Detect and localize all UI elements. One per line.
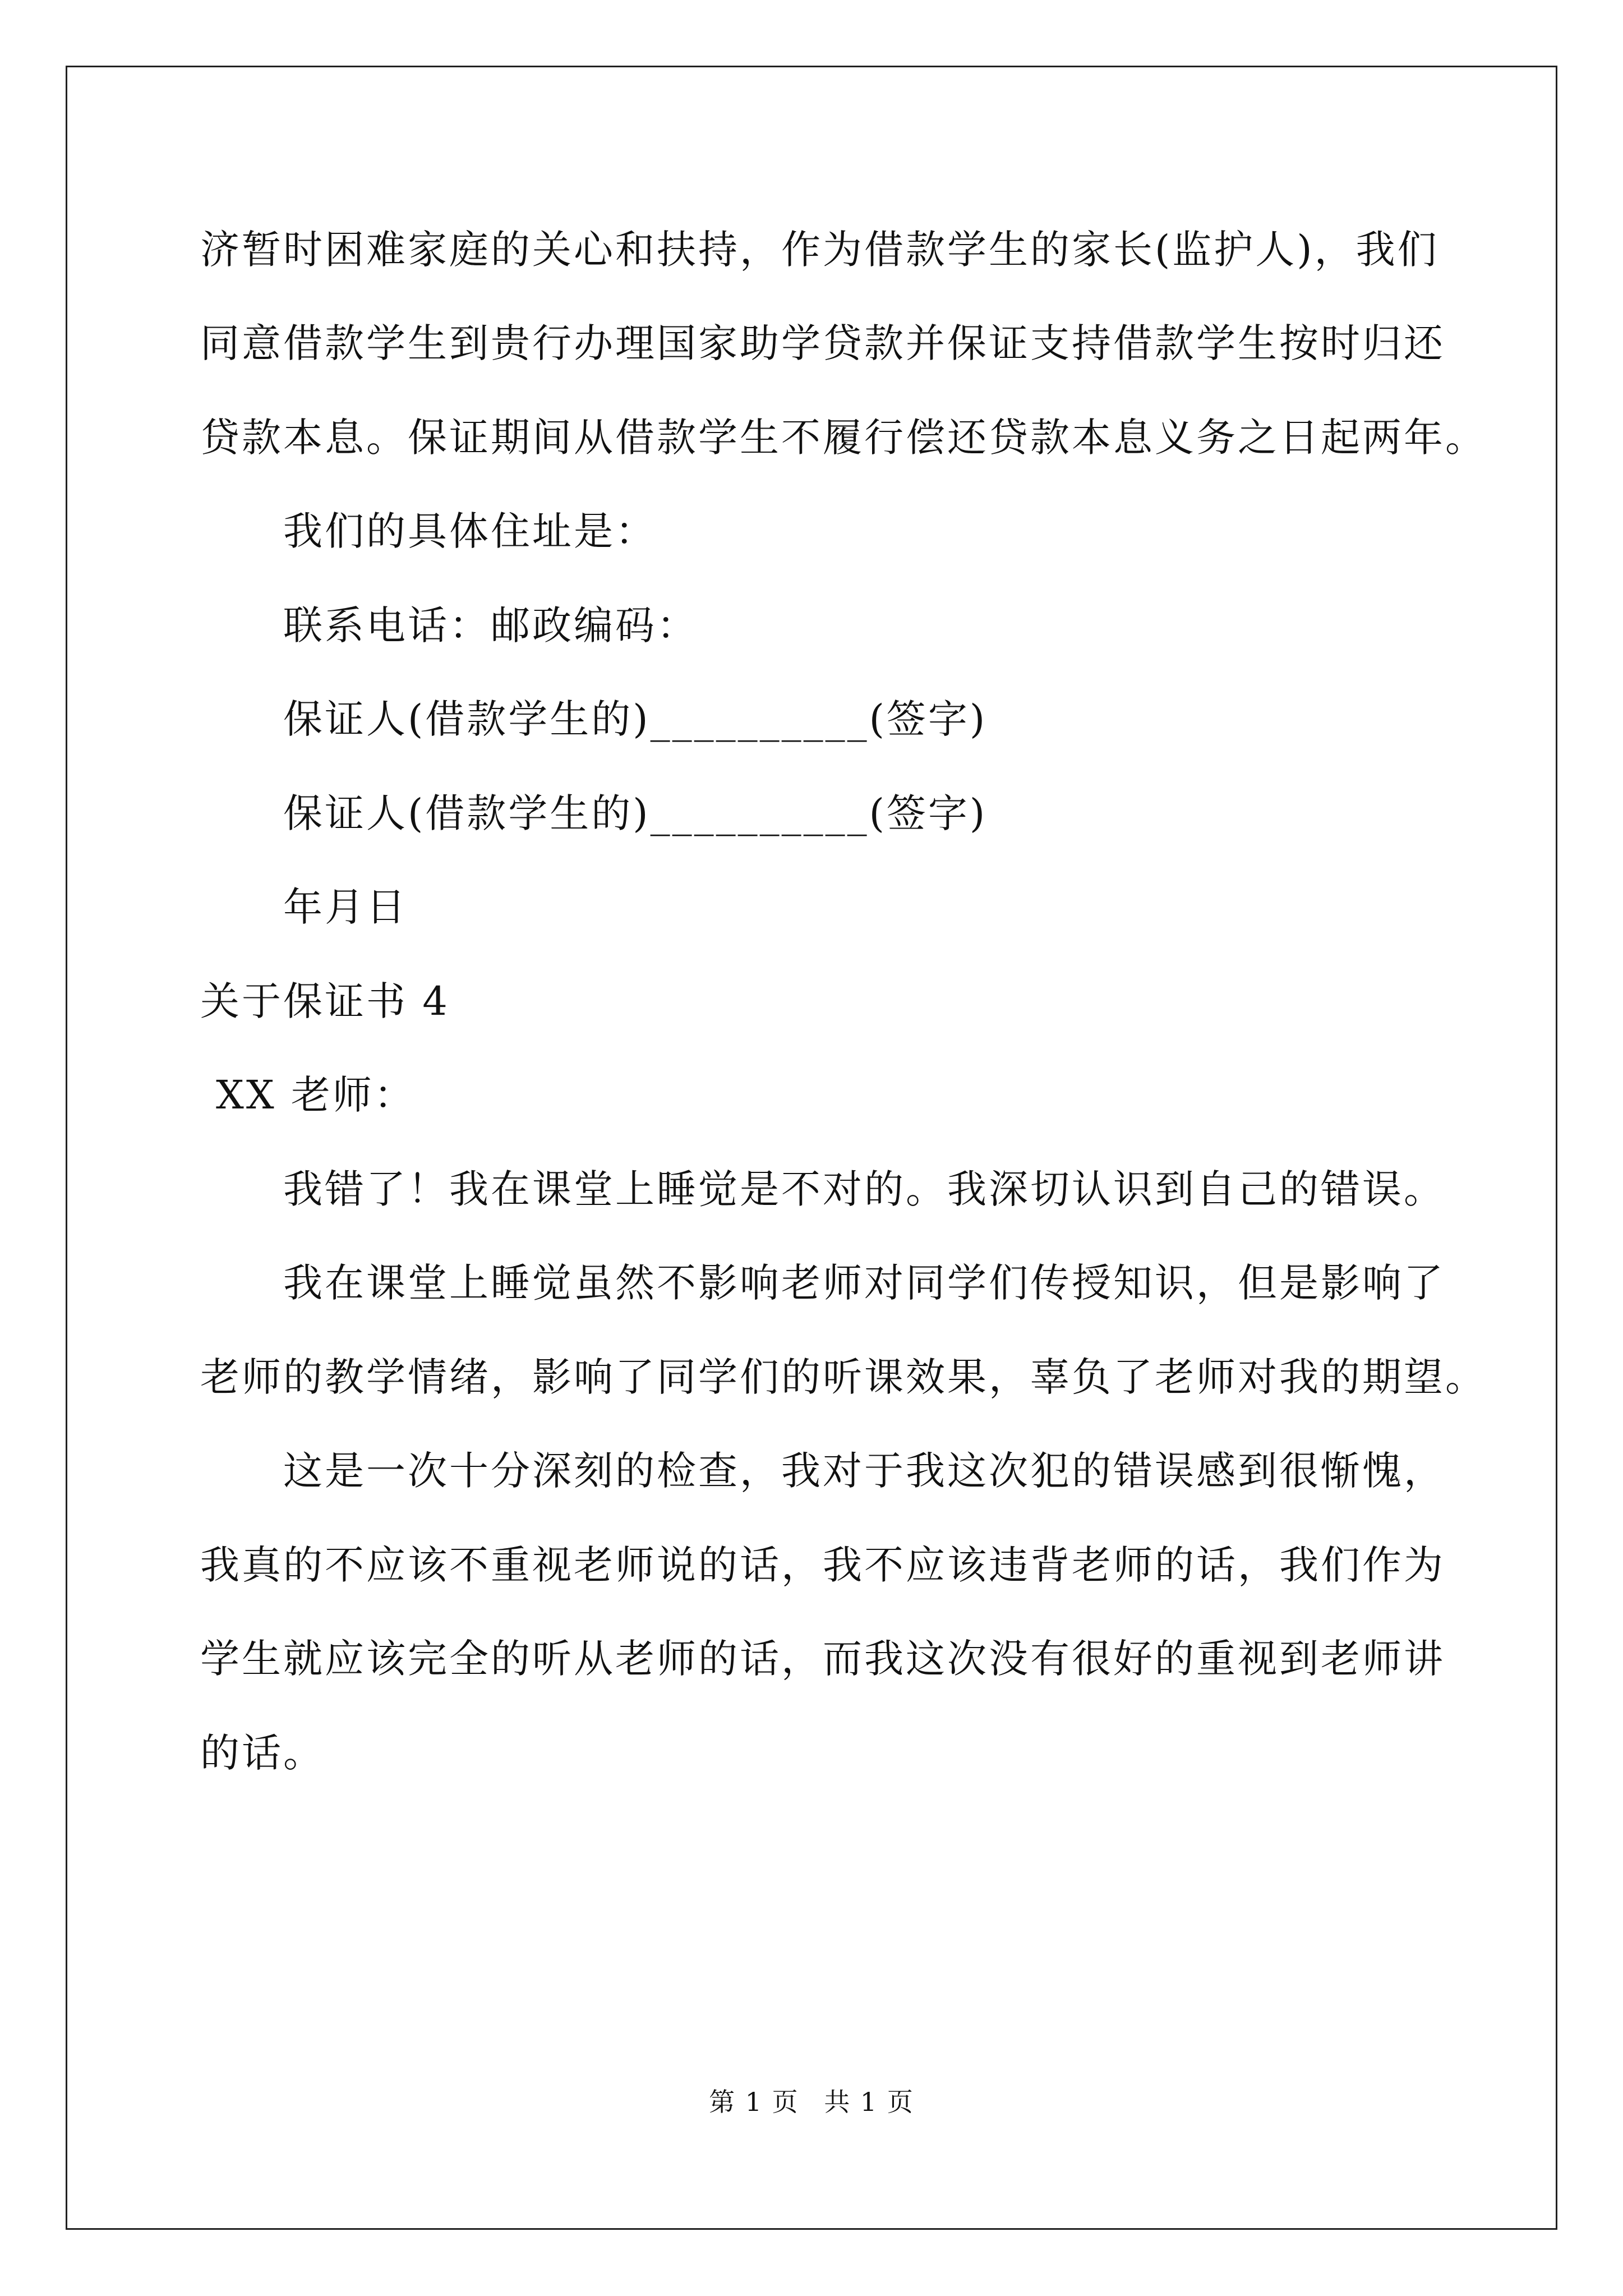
page-total: 共 1 页 [824, 2087, 914, 2117]
guarantor-signature-line-1: 保证人(借款学生的)__________(签字) [283, 696, 988, 742]
contact-line: 联系电话：邮政编码： [283, 602, 698, 648]
body-line-13: 老师的教学情绪，影响了同学们的听课效果，辜负了老师对我的期望。 [200, 1354, 1487, 1400]
body-line-2: 同意借款学生到贵行办理国家助学贷款并保证支持借款学生按时归还 [200, 320, 1445, 366]
page-border [66, 66, 1557, 2230]
page-number: 第 1 页 [709, 2087, 799, 2117]
body-line-16: 学生就应该完全的听从老师的话，而我这次没有很好的重视到老师讲 [200, 1636, 1445, 1682]
body-line-3: 贷款本息。保证期间从借款学生不履行偿还贷款本息义务之日起两年。 [200, 415, 1487, 461]
date-line: 年月日 [283, 884, 408, 930]
body-line-1: 济暂时困难家庭的关心和扶持，作为借款学生的家长(监护人)，我们 [200, 227, 1439, 273]
address-line: 我们的具体住址是： [283, 508, 657, 554]
body-line-12: 我在课堂上睡觉虽然不影响老师对同学们传授知识，但是影响了 [283, 1260, 1445, 1306]
body-line-17: 的话。 [200, 1730, 325, 1776]
body-line-14: 这是一次十分深刻的检查，我对于我这次犯的错误感到很惭愧， [283, 1448, 1445, 1494]
section-title: 关于保证书 4 [200, 978, 450, 1024]
guarantor-signature-line-2: 保证人(借款学生的)__________(签字) [283, 790, 988, 836]
page-footer [0, 2085, 1623, 2119]
body-line-11: 我错了！我在课堂上睡觉是不对的。我深切认识到自己的错误。 [283, 1166, 1445, 1212]
body-line-15: 我真的不应该不重视老师说的话，我不应该违背老师的话，我们作为 [200, 1542, 1445, 1588]
salutation: XX 老师： [216, 1072, 416, 1118]
